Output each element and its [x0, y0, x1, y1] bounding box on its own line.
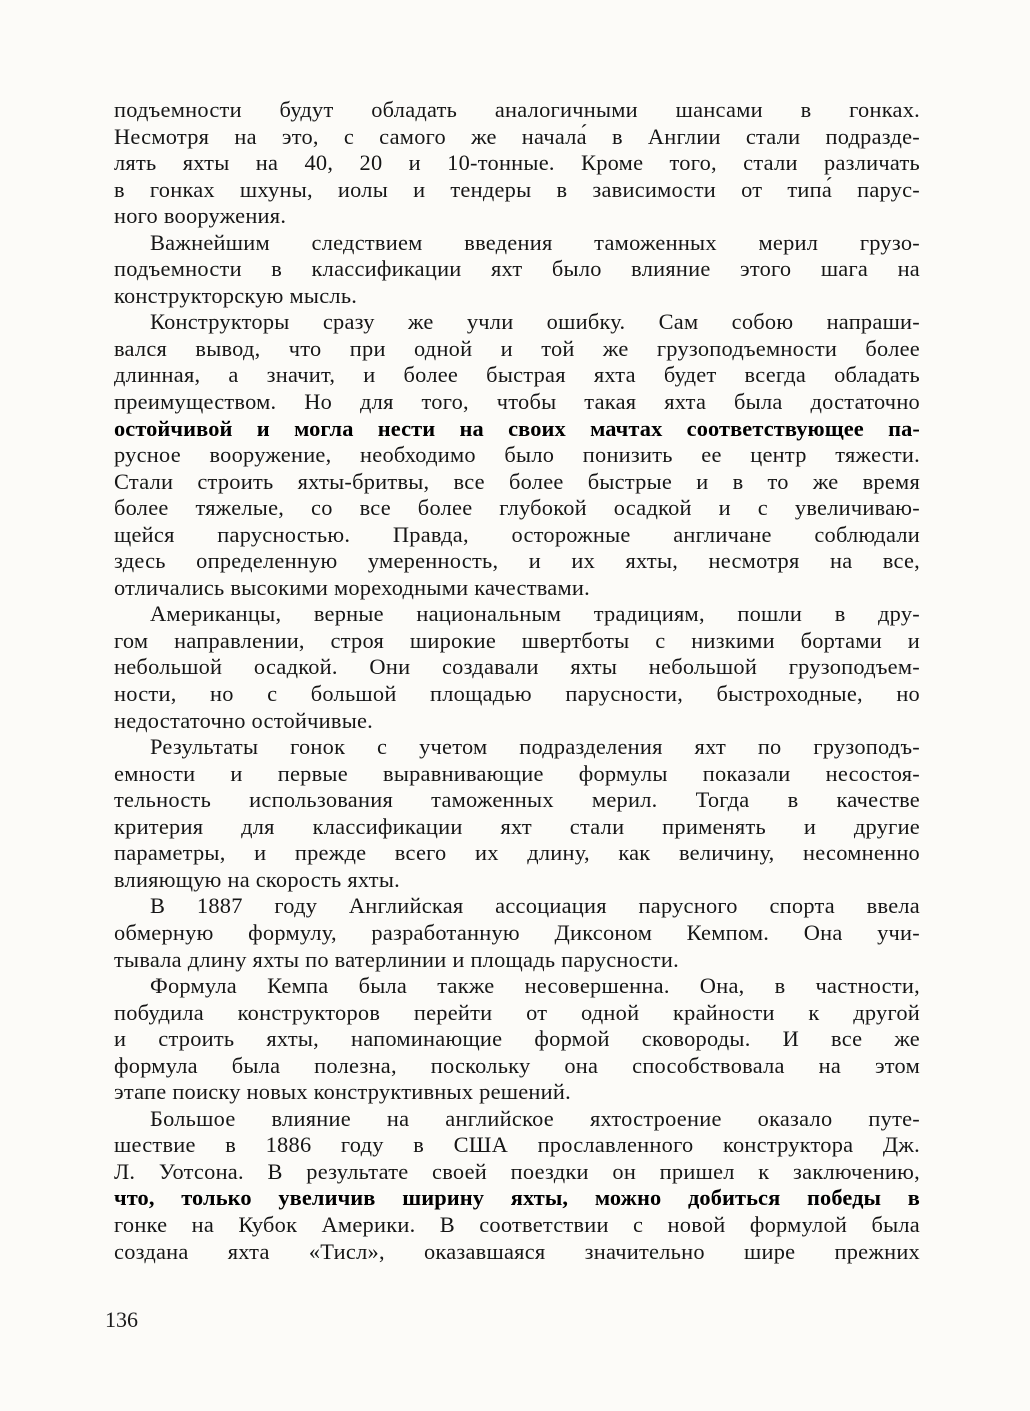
text-line: тывала длину яхты по ватерлинии и площадь парусности.	[114, 946, 679, 972]
paragraph	[114, 1106, 920, 1265]
text-line: русное вооружение, необходимо было понизить ее центр тяжести.	[114, 442, 920, 468]
text-line: критерия для классификации яхт стали применять и другие	[114, 813, 920, 839]
text-line: Большое влияние на английское яхтостроение оказало путе-	[150, 1105, 920, 1131]
text-line: создана яхта «Тисл», оказавшаяся значительно шире прежних	[114, 1238, 920, 1264]
text-line: В 1887 году Английская ассоциация парусного спорта ввела	[150, 893, 920, 919]
text-line: Стали строить яхты-бритвы, все более быстрые и в то же время	[114, 468, 920, 494]
text-line: и строить яхты, напоминающие формой сковороды. И все же	[114, 1026, 920, 1052]
text-line: вался вывод, что при одной и той же грузоподъемности более	[114, 335, 920, 361]
text-line: здесь определенную умеренность, и их яхты, несмотря на все,	[114, 548, 920, 574]
text-line: влияющую на скорость яхты.	[114, 866, 400, 892]
text-line: Важнейшим следствием введения таможенных мерил грузо-	[150, 229, 920, 255]
text-line: шествие в 1886 году в США прославленного конструктора Дж.	[114, 1132, 920, 1158]
text-line: конструкторскую мысль.	[114, 282, 358, 308]
text-line: отличались высокими мореходными качествами.	[114, 574, 590, 600]
text-line: Несмотря на это, с самого же начала́ в Англии стали подразде-	[114, 123, 920, 149]
text-line: лять яхты на 40, 20 и 10-тонные. Кроме того, стали различать	[114, 150, 920, 176]
text-line: формула была полезна, поскольку она способствовала на этом	[114, 1052, 920, 1078]
text-line: щейся парусностью. Правда, осторожные англичане соблюдали	[114, 521, 920, 547]
paragraph	[114, 601, 920, 734]
page-text-block	[114, 97, 920, 1265]
text-line: подъемности будут обладать аналогичными шансами в гонках.	[114, 97, 920, 122]
text-line: Американцы, верные национальным традициям, пошли в дру-	[150, 601, 920, 627]
paragraph	[114, 309, 920, 601]
text-line: этапе поиску новых конструктивных решений.	[114, 1079, 571, 1105]
text-line: тельность использования таможенных мерил. Тогда в качестве	[114, 787, 920, 813]
text-line: ного вооружения.	[114, 203, 287, 229]
text-line: небольшой осадкой. Они создавали яхты небольшой грузоподъем-	[114, 654, 920, 680]
text-line: остойчивой и могла нести на своих мачтах соответствующее па-	[114, 415, 920, 441]
text-line: Формула Кемпа была также несовершенна. Она, в частности,	[150, 973, 920, 999]
paragraph	[114, 230, 920, 310]
text-line: гонке на Кубок Америки. В соответствии с новой формулой была	[114, 1211, 920, 1237]
text-line: недостаточно остойчивые.	[114, 707, 374, 733]
paragraph	[114, 973, 920, 1106]
paragraph	[114, 893, 920, 973]
text-line: Результаты гонок с учетом подразделения яхт по грузоподъ-	[150, 734, 920, 760]
paragraph	[114, 734, 920, 893]
text-line: в гонках шхуны, иолы и тендеры в зависимости от типа́ парус-	[114, 176, 920, 202]
text-line: гом направлении, строя широкие швертботы с низкими бортами и	[114, 627, 920, 653]
text-line: ности, но с большой площадью парусности, быстроходные, но	[114, 681, 920, 707]
text-line: параметры, и прежде всего их длину, как величину, несомненно	[114, 840, 920, 866]
text-line: Л. Уотсона. В результате своей поездки он пришел к заключению,	[114, 1158, 920, 1184]
text-line: длинная, а значит, и более быстрая яхта будет всегда обладать	[114, 362, 920, 388]
page-number: 136	[105, 1307, 138, 1332]
text-line: более тяжелые, со все более глубокой осадкой и с увеличиваю-	[114, 495, 920, 521]
paragraph	[114, 97, 920, 230]
text-line: побудила конструкторов перейти от одной крайности к другой	[114, 999, 920, 1025]
text-line: Конструкторы сразу же учли ошибку. Сам собою напраши-	[150, 309, 920, 335]
text-line: обмерную формулу, разработанную Диксоном Кемпом. Она учи-	[114, 919, 920, 945]
text-line: преимуществом. Но для того, чтобы такая яхта была достаточно	[114, 389, 920, 415]
text-line: подъемности в классификации яхт было влияние этого шага на	[114, 256, 920, 282]
text-line: емности и первые выравнивающие формулы показали несостоя-	[114, 760, 920, 786]
text-line: что, только увеличив ширину яхты, можно добиться победы в	[114, 1185, 920, 1211]
